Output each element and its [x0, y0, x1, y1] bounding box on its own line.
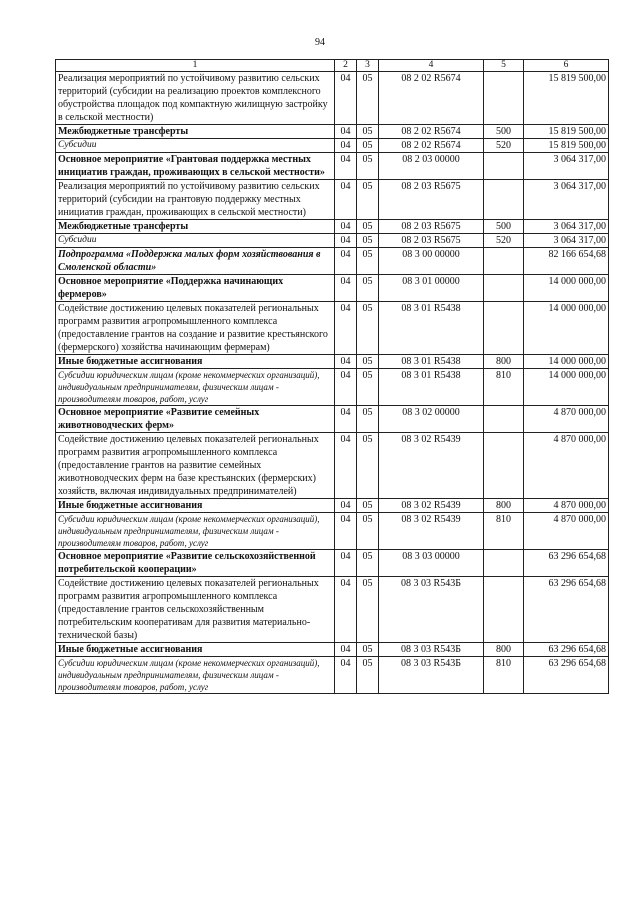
amount-cell: 14 000 000,00 — [524, 302, 609, 355]
row-name-cell: Субсидии юридическим лицам (кроме некоммерческих организаций), индивидуальным предпринимателям, физическим лицам - производителям товаров, работ, услуг — [56, 657, 335, 694]
section-code-cell: 04 — [335, 125, 357, 139]
expense-type-cell — [484, 275, 524, 302]
subsection-code-cell: 05 — [357, 139, 379, 153]
section-code-cell: 04 — [335, 550, 357, 577]
target-article-cell: 08 2 03 R5675 — [379, 220, 484, 234]
table-row — [56, 433, 609, 499]
row-name-cell: Реализация мероприятий по устойчивому развитию сельских территорий (субсидии на реализацию проектов комплексного обустройства площадок под компактную жилищную застройку в сельской местности) — [56, 72, 335, 125]
expense-type-cell — [484, 153, 524, 180]
section-code-cell: 04 — [335, 499, 357, 513]
target-article-cell: 08 2 02 R5674 — [379, 72, 484, 125]
section-code-cell: 04 — [335, 355, 357, 369]
table-row — [56, 513, 609, 550]
subsection-code-cell: 05 — [357, 406, 379, 433]
table-row — [56, 643, 609, 657]
expense-type-cell — [484, 180, 524, 220]
amount-cell: 63 296 654,68 — [524, 657, 609, 694]
row-name-cell: Межбюджетные трансферты — [56, 125, 335, 139]
column-header: 3 — [357, 60, 379, 72]
amount-cell: 4 870 000,00 — [524, 499, 609, 513]
row-name-cell: Субсидии — [56, 234, 335, 248]
table-row — [56, 657, 609, 694]
target-article-cell: 08 2 03 R5675 — [379, 234, 484, 248]
amount-cell: 3 064 317,00 — [524, 153, 609, 180]
column-header: 2 — [335, 60, 357, 72]
amount-cell: 4 870 000,00 — [524, 406, 609, 433]
subsection-code-cell: 05 — [357, 513, 379, 550]
section-code-cell: 04 — [335, 406, 357, 433]
target-article-cell: 08 3 03 R543Б — [379, 643, 484, 657]
page-number: 94 — [315, 37, 325, 48]
expense-type-cell — [484, 72, 524, 125]
target-article-cell: 08 3 01 00000 — [379, 275, 484, 302]
table-row — [56, 72, 609, 125]
section-code-cell: 04 — [335, 577, 357, 643]
expense-type-cell — [484, 433, 524, 499]
target-article-cell: 08 2 03 R5675 — [379, 180, 484, 220]
table-row — [56, 248, 609, 275]
row-name-cell: Субсидии юридическим лицам (кроме некоммерческих организаций), индивидуальным предпринимателям, физическим лицам - производителям товаров, работ, услуг — [56, 369, 335, 406]
table-row — [56, 355, 609, 369]
table-row — [56, 139, 609, 153]
expense-type-cell — [484, 577, 524, 643]
row-name-cell: Содействие достижению целевых показателей региональных программ развития агропромышленного комплекса (предоставление грантов на развитие семейных животноводческих ферм на базе крестьянских (фермерских) хозяйств, включая индивидуальных предпринимателей) — [56, 433, 335, 499]
amount-cell: 14 000 000,00 — [524, 355, 609, 369]
target-article-cell: 08 3 02 00000 — [379, 406, 484, 433]
row-name-cell: Иные бюджетные ассигнования — [56, 499, 335, 513]
section-code-cell: 04 — [335, 275, 357, 302]
table-row — [56, 577, 609, 643]
row-name-cell: Иные бюджетные ассигнования — [56, 643, 335, 657]
column-header: 5 — [484, 60, 524, 72]
table-row — [56, 275, 609, 302]
expense-type-cell — [484, 248, 524, 275]
amount-cell: 4 870 000,00 — [524, 433, 609, 499]
expense-type-cell: 520 — [484, 139, 524, 153]
amount-cell: 14 000 000,00 — [524, 369, 609, 406]
table-row — [56, 153, 609, 180]
expense-type-cell: 810 — [484, 369, 524, 406]
row-name-cell: Основное мероприятие «Развитие сельскохозяйственной потребительской кооперации» — [56, 550, 335, 577]
subsection-code-cell: 05 — [357, 72, 379, 125]
expense-type-cell — [484, 406, 524, 433]
section-code-cell: 04 — [335, 220, 357, 234]
section-code-cell: 04 — [335, 234, 357, 248]
section-code-cell: 04 — [335, 643, 357, 657]
row-name-cell: Содействие достижению целевых показателей региональных программ развития агропромышленного комплекса (предоставление грантов на создание и развитие крестьянского (фермерского) хозяйства начинающим фермерам) — [56, 302, 335, 355]
section-code-cell: 04 — [335, 302, 357, 355]
subsection-code-cell: 05 — [357, 275, 379, 302]
table-row — [56, 180, 609, 220]
expense-type-cell: 800 — [484, 499, 524, 513]
row-name-cell: Основное мероприятие «Развитие семейных животноводческих ферм» — [56, 406, 335, 433]
expense-type-cell: 800 — [484, 355, 524, 369]
section-code-cell: 04 — [335, 139, 357, 153]
expense-type-cell: 810 — [484, 657, 524, 694]
amount-cell: 63 296 654,68 — [524, 577, 609, 643]
target-article-cell: 08 3 03 R543Б — [379, 577, 484, 643]
column-header: 4 — [379, 60, 484, 72]
subsection-code-cell: 05 — [357, 234, 379, 248]
subsection-code-cell: 05 — [357, 125, 379, 139]
table-row — [56, 234, 609, 248]
row-name-cell: Содействие достижению целевых показателей региональных программ развития агропромышленного комплекса (предоставление грантов сельскохозяйственным потребительским кооперативам для развития материально-технической базы) — [56, 577, 335, 643]
target-article-cell: 08 3 03 R543Б — [379, 657, 484, 694]
target-article-cell: 08 2 02 R5674 — [379, 125, 484, 139]
target-article-cell: 08 3 03 00000 — [379, 550, 484, 577]
section-code-cell: 04 — [335, 369, 357, 406]
amount-cell: 4 870 000,00 — [524, 513, 609, 550]
section-code-cell: 04 — [335, 513, 357, 550]
table-row — [56, 369, 609, 406]
subsection-code-cell: 05 — [357, 302, 379, 355]
subsection-code-cell: 05 — [357, 153, 379, 180]
amount-cell: 15 819 500,00 — [524, 72, 609, 125]
subsection-code-cell: 05 — [357, 369, 379, 406]
row-name-cell: Основное мероприятие «Грантовая поддержка местных инициатив граждан, проживающих в сельской местности» — [56, 153, 335, 180]
column-header: 6 — [524, 60, 609, 72]
subsection-code-cell: 05 — [357, 643, 379, 657]
subsection-code-cell: 05 — [357, 220, 379, 234]
subsection-code-cell: 05 — [357, 355, 379, 369]
subsection-code-cell: 05 — [357, 180, 379, 220]
expense-type-cell: 810 — [484, 513, 524, 550]
row-name-cell: Подпрограмма «Поддержка малых форм хозяйствования в Смоленской области» — [56, 248, 335, 275]
column-header: 1 — [56, 60, 335, 72]
table-header-row — [56, 60, 609, 72]
subsection-code-cell: 05 — [357, 577, 379, 643]
amount-cell: 63 296 654,68 — [524, 550, 609, 577]
row-name-cell: Иные бюджетные ассигнования — [56, 355, 335, 369]
expense-type-cell — [484, 550, 524, 577]
table-row — [56, 220, 609, 234]
target-article-cell: 08 3 01 R5438 — [379, 355, 484, 369]
amount-cell: 3 064 317,00 — [524, 220, 609, 234]
target-article-cell: 08 3 00 00000 — [379, 248, 484, 275]
expense-type-cell: 800 — [484, 643, 524, 657]
target-article-cell: 08 2 02 R5674 — [379, 139, 484, 153]
expense-type-cell — [484, 302, 524, 355]
table-row — [56, 302, 609, 355]
row-name-cell: Реализация мероприятий по устойчивому развитию сельских территорий (субсидии на грантовую поддержку местных инициатив граждан, проживающих в сельской местности) — [56, 180, 335, 220]
expense-type-cell: 500 — [484, 125, 524, 139]
subsection-code-cell: 05 — [357, 499, 379, 513]
row-name-cell: Основное мероприятие «Поддержка начинающих фермеров» — [56, 275, 335, 302]
subsection-code-cell: 05 — [357, 550, 379, 577]
table-row — [56, 499, 609, 513]
section-code-cell: 04 — [335, 180, 357, 220]
row-name-cell: Межбюджетные трансферты — [56, 220, 335, 234]
amount-cell: 63 296 654,68 — [524, 643, 609, 657]
amount-cell: 3 064 317,00 — [524, 234, 609, 248]
amount-cell: 3 064 317,00 — [524, 180, 609, 220]
target-article-cell: 08 2 03 00000 — [379, 153, 484, 180]
section-code-cell: 04 — [335, 657, 357, 694]
amount-cell: 15 819 500,00 — [524, 139, 609, 153]
subsection-code-cell: 05 — [357, 657, 379, 694]
target-article-cell: 08 3 02 R5439 — [379, 513, 484, 550]
amount-cell: 15 819 500,00 — [524, 125, 609, 139]
section-code-cell: 04 — [335, 72, 357, 125]
table-row — [56, 550, 609, 577]
subsection-code-cell: 05 — [357, 433, 379, 499]
expense-type-cell: 520 — [484, 234, 524, 248]
section-code-cell: 04 — [335, 153, 357, 180]
target-article-cell: 08 3 02 R5439 — [379, 433, 484, 499]
target-article-cell: 08 3 02 R5439 — [379, 499, 484, 513]
section-code-cell: 04 — [335, 433, 357, 499]
section-code-cell: 04 — [335, 248, 357, 275]
table-row — [56, 406, 609, 433]
expense-type-cell: 500 — [484, 220, 524, 234]
amount-cell: 82 166 654,68 — [524, 248, 609, 275]
row-name-cell: Субсидии — [56, 139, 335, 153]
amount-cell: 14 000 000,00 — [524, 275, 609, 302]
target-article-cell: 08 3 01 R5438 — [379, 369, 484, 406]
budget-table — [55, 59, 609, 694]
table-row — [56, 125, 609, 139]
row-name-cell: Субсидии юридическим лицам (кроме некоммерческих организаций), индивидуальным предпринимателям, физическим лицам - производителям товаров, работ, услуг — [56, 513, 335, 550]
subsection-code-cell: 05 — [357, 248, 379, 275]
target-article-cell: 08 3 01 R5438 — [379, 302, 484, 355]
